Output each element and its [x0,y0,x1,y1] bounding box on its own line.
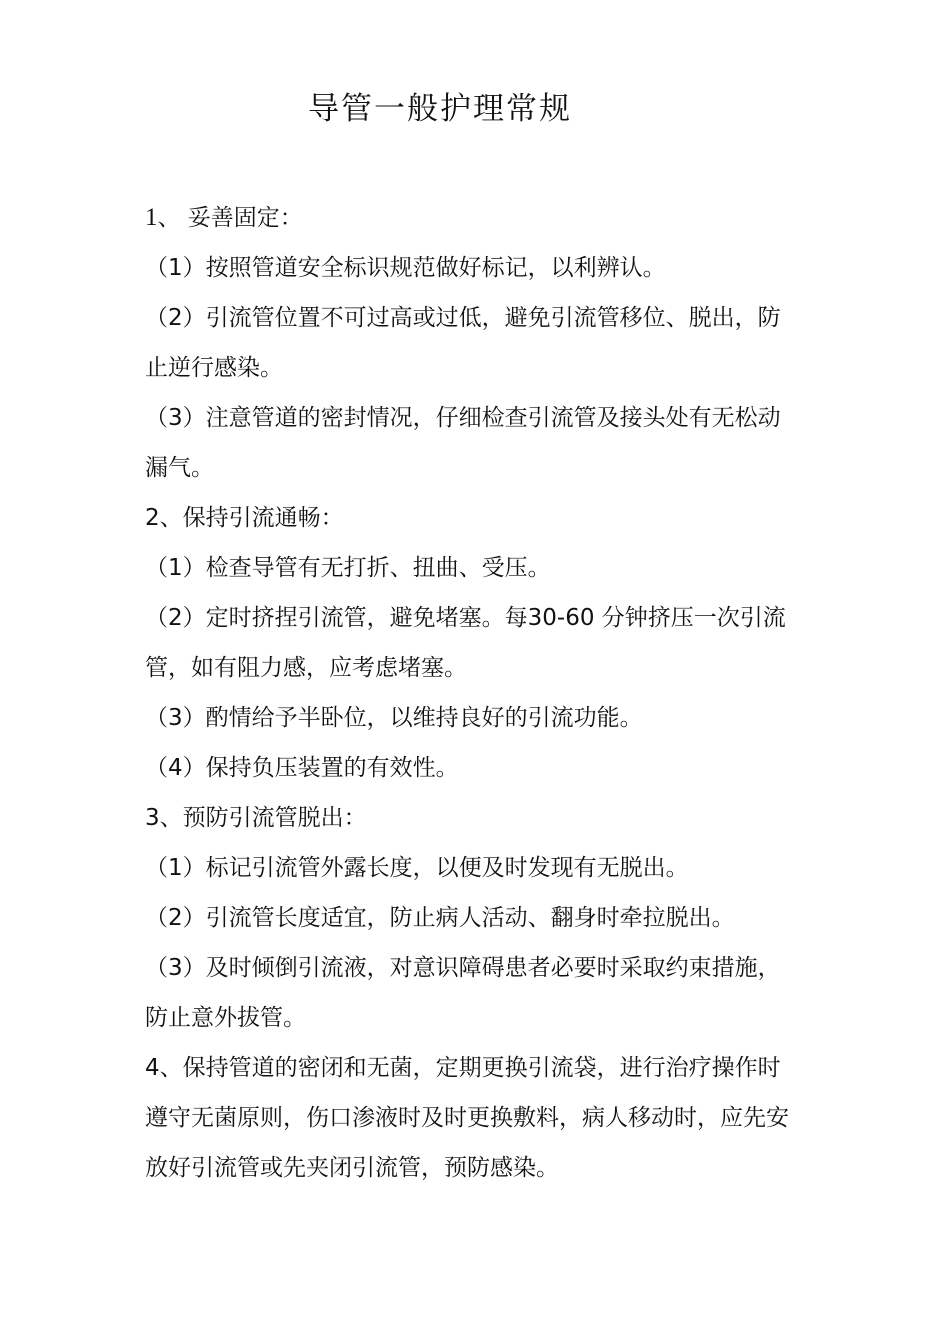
text-line: （2）定时挤捏引流管，避免堵塞。每30-60 分钟挤压一次引流 [145,605,786,631]
text-line [145,193,825,243]
text-line: （2）引流管长度适宜，防止病人活动、翻身时牵拉脱出。 [145,905,735,931]
text-line: （4）保持负压装置的有效性。 [145,755,459,781]
text-line: （3）酌情给予半卧位，以维持良好的引流功能。 [145,705,643,731]
text-line: （1）检查导管有无打折、扭曲、受压。 [145,555,551,581]
page-title: 导管一般护理常规 [308,91,572,127]
document-body [145,193,825,1193]
text-line: 防止意外拔管。 [145,1005,306,1031]
text-line: （2）引流管位置不可过高或过低，避免引流管移位、脱出，防 [145,305,781,331]
text-line: 3、预防引流管脱出： [145,805,367,831]
section-number: 1 [145,204,158,231]
text-line: 止逆行感染。 [145,355,283,381]
text-line: （1）按照管道安全标识规范做好标记，以利辨认。 [145,255,666,281]
text-line: （3）注意管道的密封情况，仔细检查引流管及接头处有无松动 [145,405,781,431]
text-line: 遵守无菌原则，伤口渗液时及时更换敷料，病人移动时，应先安 [145,1105,789,1131]
line-text: 、 妥善固定： [157,205,303,231]
text-line: 4、保持管道的密闭和无菌，定期更换引流袋，进行治疗操作时 [145,1055,781,1081]
text-line: 管，如有阻力感，应考虑堵塞。 [145,655,467,681]
text-line: （1）标记引流管外露长度，以便及时发现有无脱出。 [145,855,689,881]
text-line: （3）及时倾倒引流液，对意识障碍患者必要时采取约束措施， [145,955,781,981]
text-line: 放好引流管或先夹闭引流管，预防感染。 [145,1155,559,1181]
text-line: 2、保持引流通畅： [145,505,344,531]
text-line: 漏气。 [145,455,214,481]
